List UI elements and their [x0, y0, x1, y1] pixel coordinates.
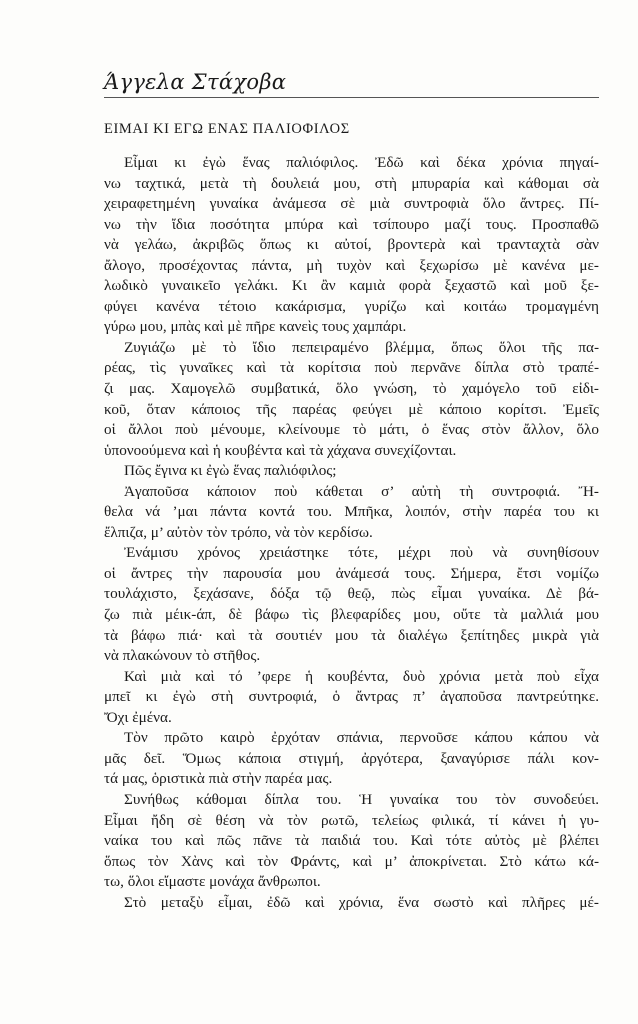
- text-line: Τὸν πρῶτο καιρὸ ἐρχόταν σπάνια, περνοῦσε κάπου κάπου νὰ: [124, 729, 599, 747]
- story-body: [104, 153, 599, 913]
- text-line: νω ταχτικά, μετὰ τὴ δουλειά μου, στὴ μπυραρία καὶ κάθομαι σὰ: [104, 174, 599, 192]
- text-line: κοῦ, ὅταν κάποιος τῆς παρέας φεύγει μὲ κάποιο κορίτσι. Ἐμεῖς: [104, 400, 599, 418]
- text-line: οἱ ἄντρες τὴν παρουσία μου ἀνάμεσά τους. Σήμερα, ἔτσι νομίζω: [104, 564, 599, 582]
- text-line: νω τὴν ἴδια ποσότητα μπύρα καὶ τσίπουρο μαζί τους. Προσπαθῶ: [104, 215, 599, 233]
- text-line: μᾶς δεῖ. Ὅμως κάποια στιγμή, ἀργότερα, ξαναγύρισε πάλι κον-: [104, 749, 599, 767]
- text-line: Ἀγαποῦσα κάποιον ποὺ κάθεται σ’ αὐτὴ τὴ συντροφιά. Ἤ-: [124, 482, 599, 500]
- text-line: χειραφετημένη γυναίκα ἀνάμεσα σὲ μιὰ συντροφιὰ ὅλο ἄντρες. Πί-: [104, 195, 599, 213]
- text-line: τω, ὅλοι εἴμαστε μονάχα ἄνθρωποι.: [104, 873, 321, 891]
- text-line: ζι μας. Χαμογελῶ συμβατικά, ὅλο γνώση, τὸ χαμόγελο τοῦ εἰδι-: [104, 380, 599, 398]
- text-line: Στὸ μεταξὺ εἶμαι, ἐδῶ καὶ χρόνια, ἕνα σωστὸ καὶ πλῆρες μέ-: [124, 893, 599, 911]
- text-line: Καὶ μιὰ καὶ τό ’φερε ἡ κουβέντα, δυὸ χρόνια μετὰ ποὺ εἶχα: [124, 667, 599, 685]
- text-line: οἱ ἄλλοι ποὺ μένουμε, κλείνουμε τὸ μάτι, ὁ ἕνας στὸν ἄλλον, ὅλο: [104, 421, 599, 439]
- header-rule: [104, 97, 599, 98]
- text-line: ἔλπιζα, μ’ αὐτὸν τὸν τρόπο, νὰ τὸν κερδίσω.: [104, 523, 373, 541]
- text-line: μπεῖ κι ἐγὼ στὴ συντροφιά, ὁ ἄντρας π’ ἀγαποῦσα παντρεύτηκε.: [104, 688, 599, 706]
- text-line: ζω πιὰ μέικ-άπ, δὲ βάφω τὶς βλεφαρίδες μου, οὔτε τὰ μαλλιά μου: [104, 606, 599, 624]
- text-line: ὅπως τὸν Χὰνς καὶ τὸν Φράντς, καὶ μ’ ἀποκρίνεται. Στὸ κάτω κά-: [104, 852, 599, 870]
- story-title: ΕΙΜΑΙ ΚΙ ΕΓΩ ΕΝΑΣ ΠΑΛΙΟΦΙΛΟΣ: [104, 121, 350, 137]
- text-line: Ἐνάμισυ χρόνος χρειάστηκε τότε, μέχρι ποὺ νὰ συνηθίσουν: [124, 544, 599, 562]
- text-line: Ὄχι ἐμένα.: [104, 708, 172, 726]
- text-line: γύρω μου, μπὰς καὶ μὲ πῆρε κανεὶς τους χαμπάρι.: [104, 318, 407, 336]
- text-line: ναίκα του καὶ πῶς πᾶνε τὰ παιδιά του. Καὶ τότε αὐτὸς μὲ βλέπει: [104, 832, 599, 850]
- text-line: φύγει κανένα τέτοιο κακάρισμα, γυρίζω καὶ κοιτάω τρομαγμένη: [104, 297, 599, 315]
- text-line: θελα νά ’μαι πάντα κοντά του. Μπῆκα, λοιπόν, στὴν παρέα του κι: [104, 503, 599, 521]
- text-line: λωδικὸ γυναικεῖο γελάκι. Κι ἂν καμιὰ φορὰ ξεχαστῶ καὶ μοῦ ξε-: [104, 277, 599, 295]
- author-name: Άγγελα Στάχοβα: [104, 70, 287, 94]
- text-line: νὰ γελάω, ἀκριβῶς ὅπως κι αὐτοί, βροντερὰ καὶ τρανταχτὰ σὰν: [104, 236, 599, 254]
- text-line: Πῶς ἔγινα κι ἐγὼ ἕνας παλιόφιλος;: [124, 462, 337, 480]
- text-line: ρέας, τὶς γυναῖκες καὶ τὰ κορίτσια ποὺ περνᾶνε δίπλα στὸ τραπέ-: [104, 359, 599, 377]
- text-line: Ζυγιάζω μὲ τὸ ἴδιο πεπειραμένο βλέμμα, ὅπως ὅλοι τῆς πα-: [124, 338, 599, 356]
- text-line: ἄλογο, προσέχοντας πάντα, μὴ τυχὸν καὶ ξεχωρίσω μὲ κανένα με-: [104, 256, 599, 274]
- text-line: Εἶμαι ἤδη σὲ θέση νὰ τὸν ρωτῶ, τελείως φιλικά, τί κάνει ἡ γυ-: [104, 811, 599, 829]
- text-line: τουλάχιστο, ξεχάσανε, δόξα τῷ θεῷ, πὼς εἶμαι γυναίκα. Δὲ βά-: [104, 585, 599, 603]
- text-line: τὰ βάφω πιά· καὶ τὰ σουτιέν μου τὰ διαλέγω ξεπίτηδες μικρὰ γιὰ: [104, 626, 599, 644]
- text-line: νὰ πλακώνουν τὸ στῆθος.: [104, 647, 261, 665]
- text-line: Συνήθως κάθομαι δίπλα του. Ἡ γυναίκα του τὸν συνοδεύει.: [124, 790, 599, 808]
- text-line: τά μας, ὁριστικὰ πιὰ στὴν παρέα μας.: [104, 770, 333, 788]
- text-line: Εἶμαι κι ἐγὼ ἕνας παλιόφιλος. Ἐδῶ καὶ δέκα χρόνια πηγαί-: [124, 154, 599, 171]
- text-line: ὑπονοούμενα καὶ ἡ κουβέντα καὶ τὰ χάχανα συνεχίζονται.: [104, 441, 457, 459]
